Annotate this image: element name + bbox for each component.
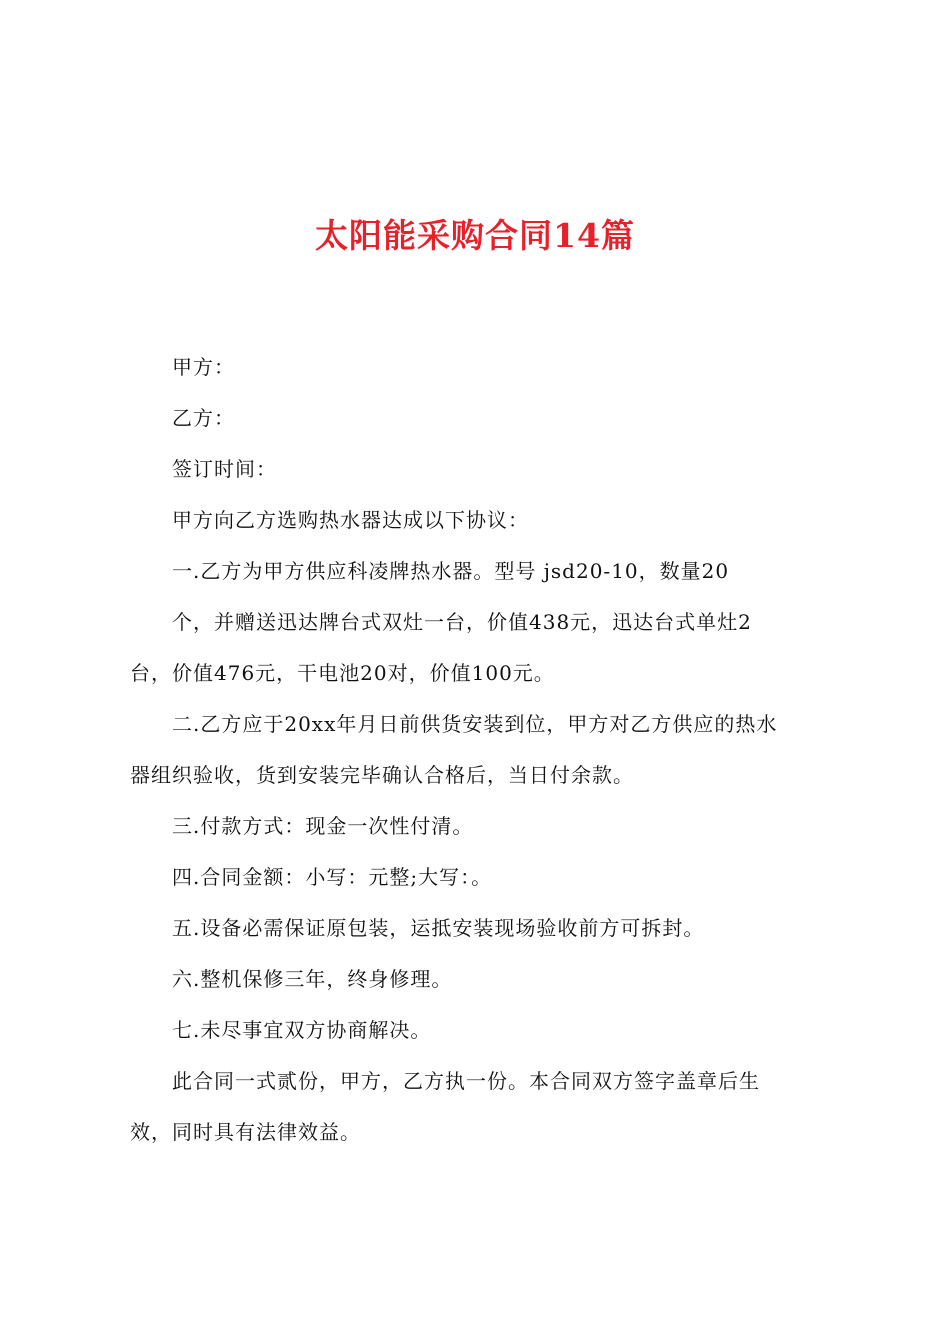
document-title: 太阳能采购合同14篇: [315, 216, 635, 255]
clause-7: 七.未尽事宜双方协商解决。: [172, 1018, 432, 1042]
agreement-intro: 甲方向乙方选购热水器达成以下协议：: [172, 508, 529, 532]
clause-2-line-2: 器组织验收，货到安装完毕确认合格后，当日付余款。: [130, 763, 634, 787]
clause-5: 五.设备必需保证原包装，运抵安装现场验收前方可拆封。: [172, 916, 705, 940]
document-body: [130, 342, 830, 1158]
closing-line-1: 此合同一式贰份，甲方，乙方执一份。本合同双方签字盖章后生: [172, 1069, 760, 1093]
clause-1-line-2: 个，并赠送迅达牌台式双灶一台，价值438元，迅达台式单灶2: [172, 610, 752, 634]
clause-1-line-3: 台，价值476元，干电池20对，价值100元。: [130, 661, 555, 685]
signing-time-line: 签订时间：: [172, 457, 277, 481]
clause-3: 三.付款方式：现金一次性付清。: [172, 814, 474, 838]
closing-line-2: 效，同时具有法律效益。: [130, 1120, 361, 1144]
party-a-line: 甲方：: [172, 355, 235, 379]
clause-1-line-1: 一.乙方为甲方供应科凌牌热水器。型号 jsd20-10，数量20: [172, 559, 730, 583]
clause-4: 四.合同金额：小写：元整;大写：。: [172, 865, 493, 889]
clause-2-line-1: 二.乙方应于20xx年月日前供货安装到位，甲方对乙方供应的热水: [172, 712, 778, 736]
clause-6: 六.整机保修三年，终身修理。: [172, 967, 453, 991]
party-b-line: 乙方：: [172, 406, 235, 430]
